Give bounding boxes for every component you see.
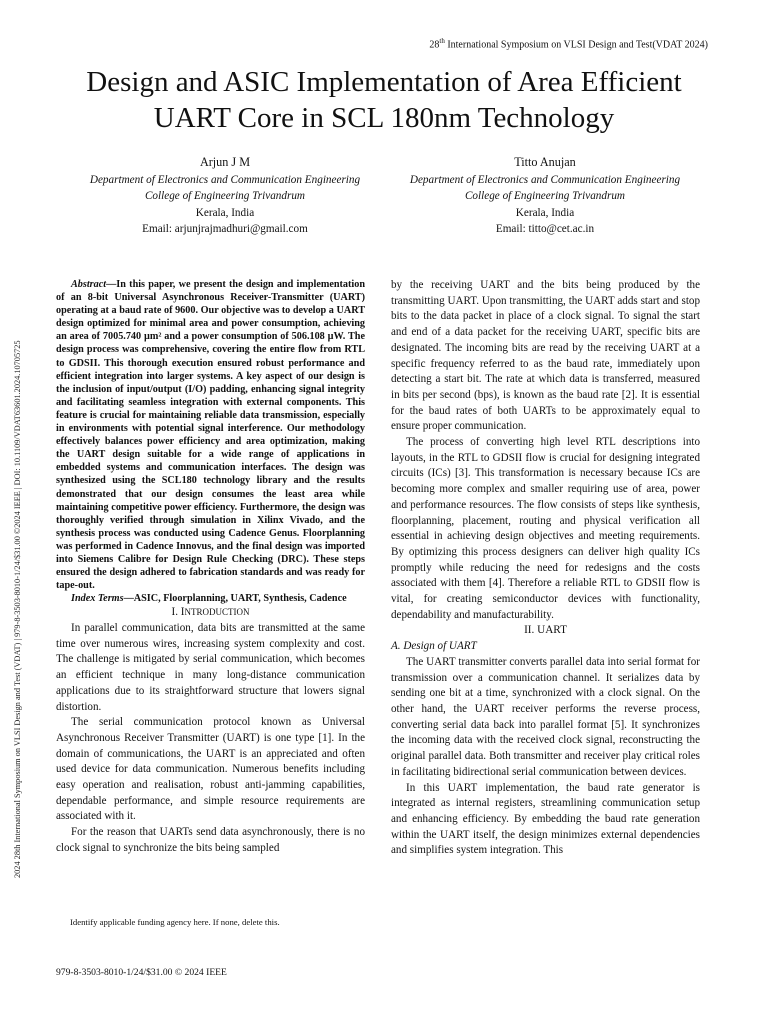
- section-number: I.: [171, 606, 181, 619]
- intro-continuation: by the receiving UART and the bits being produced by the transmitting UART. Upon transmitting, the UART adds start and stop bits to the data packet in place of a clock signal. To signal the start and end of a data packet for the receiving UART, specific bits are designated. The incoming bits are read by the receiving UART at a specific frequency referred to as the baud rate, immediately upon detecting a start bit. The rate at which data is transferred, measured in bits per second (bps), is known as the baud rate [2]. It is essential for the baud rates of both UARTs to be approximately equal to ensure proper communication.: [391, 279, 700, 433]
- conference-ordinal: 28: [429, 39, 440, 51]
- uart-paragraph-2: In this UART implementation, the baud rate generator is integrated as internal registers, streamlining communication setup and enhancing efficiency. By embedding the baud rate generation within the UART itself, the design minimizes external dependencies and simplifies system integration. This: [391, 781, 700, 857]
- author-block-2: [386, 154, 704, 238]
- author-department: Department of Electronics and Communication Engineering: [409, 173, 681, 186]
- section-heading-introduction: [56, 605, 365, 621]
- paper-title: [0, 64, 768, 136]
- author-college: College of Engineering Trivandrum: [464, 190, 626, 202]
- author-college: College of Engineering Trivandrum: [144, 190, 306, 202]
- author-location: Kerala, India: [195, 206, 255, 219]
- section-heading-uart: II. UART: [524, 624, 567, 637]
- author-location: Kerala, India: [515, 206, 575, 219]
- abstract-text: —In this paper, we present the design and implementation of an 8-bit Universal Asynchronous Receiver-Transmitter (UART) operating at a baud rate of 9600. Our objective was to develop a UART design optimized for minimal area and power consumption, achieving an area of 7005.740 µm² and a power consumption of 506.108 µW. The design process was comprehensive, covering the entire flow from RTL to GDSII. This thorough execution ensured robust performance and efficient integration into larger systems. A key aspect of our design is the inclusion of input/output (I/O) padding, enhancing signal integrity and facilitating seamless integration with external components. This feature is crucial for maintaining reliable data transmission, especially in environments with potential signal interference. Our methodology effectively balances power efficiency and area optimization, making the UART design suitable for a wide range of applications in embedded systems and communication interfaces. The design was synthesized using the SCL180 technology library and the results demonstrated that our design consumes the least area while maintaining competitive power efficiency. Furthermore, the design was thoroughly verified through simulation in Xilinx Vivado, and the synthesis process was conducted using Cadence Genus. Floorplanning was performed in Cadence Innovus, and the final design was imported into Siemens Calibre for Design Rule Checking (DRC). These steps ensured the design adhered to fabrication standards and was ready for tape-out.: [56, 279, 365, 592]
- abstract-label: Abstract: [71, 279, 107, 290]
- intro-paragraph-4: The process of converting high level RTL descriptions into layouts, in the RTL to GDSII flow is crucial for designing integrated circuits (ICs) [3]. This transformation is necessary because ICs are becoming more complex and smaller requiring use of area, power and performance resources. The flow consists of steps like synthesis, floorplanning, placement, routing and physical verification all essential in achieving design objectives and meeting requirements. By optimizing this process designers can deliver high quality ICs promptly while reducing the need for redesigns and the costs associated with them [4]. Therefore a reliable RTL to GDSII flow is vital, for creating semiconductor devices with functionality, dependability and manufacturability.: [391, 436, 700, 621]
- section-title-initial: I: [180, 606, 185, 619]
- author-block-1: [56, 154, 394, 238]
- index-terms: [56, 592, 365, 605]
- title-line-2: UART Core in SCL 180nm Technology: [153, 102, 615, 134]
- right-column: [391, 278, 700, 859]
- subsection-heading-design: A. Design of UART: [391, 640, 477, 653]
- intro-paragraph-1: In parallel communication, data bits are transmitted at the same time over numerous wires, increasing system complexity and cost. The challenge is mitigated by serial communication, which becomes an efficient technique in many long-distance communication applications due to its straightforward structure that lowers signal distortion.: [56, 622, 365, 713]
- funding-footnote: Identify applicable funding agency here. If none, delete this.: [70, 917, 280, 927]
- conference-name: International Symposium on VLSI Design and Test(VDAT 2024): [444, 39, 708, 51]
- abstract: [56, 278, 365, 592]
- doi-side-stamp: 2024 28th International Symposium on VLSI Design and Test (VDAT) | 979-8-3503-8010-1/24/$31.00 ©2024 IEEE | DOI: 10.1109/VDAT63601.2024.10705725: [13, 340, 22, 878]
- title-line-1: Design and ASIC Implementation of Area Efficient: [86, 66, 682, 98]
- author-email: Email: arjunjrajmadhuri@gmail.com: [142, 223, 308, 235]
- index-terms-label: Index Terms: [71, 593, 124, 605]
- intro-paragraph-3: For the reason that UARTs send data asynchronously, there is no clock signal to synchronize the bits being sampled: [56, 826, 365, 854]
- left-column: [56, 278, 365, 857]
- index-terms-text: —ASIC, Floorplanning, UART, Synthesis, Cadence: [123, 593, 347, 605]
- author-department: Department of Electronics and Communication Engineering: [89, 173, 361, 186]
- section-title-rest: NTRODUCTION: [184, 607, 250, 618]
- copyright-footer: 979-8-3503-8010-1/24/$31.00 © 2024 IEEE: [56, 967, 227, 978]
- author-email: Email: titto@cet.ac.in: [495, 223, 595, 235]
- uart-paragraph-1: The UART transmitter converts parallel data into serial format for transmission over a communication channel. It serializes data by sending one bit at a time, synchronized with a clock signal. On the other hand, the UART receiver performs the reverse process, converting serial data back into parallel format [5]. It synchronizes the incoming data with the received clock signal, reconstructing the original parallel data. Both transmitter and receiver play critical roles in facilitating bidirectional serial communication between devices.: [391, 655, 700, 778]
- conference-ordinal-suffix: th: [439, 37, 445, 45]
- conference-header: [429, 37, 708, 50]
- author-name: Arjun J M: [199, 155, 251, 169]
- author-name: Titto Anujan: [514, 155, 576, 169]
- intro-paragraph-2: The serial communication protocol known as Universal Asynchronous Receiver Transmitter (UART) is one type [1]. In the domain of communications, the UART is an appreciated and often used device for data communication. Numerous benefits including easy operation and realisation, robust anti-jamming capabilities, dependable performance, and simple resource requirements are associated with it.: [56, 716, 365, 823]
